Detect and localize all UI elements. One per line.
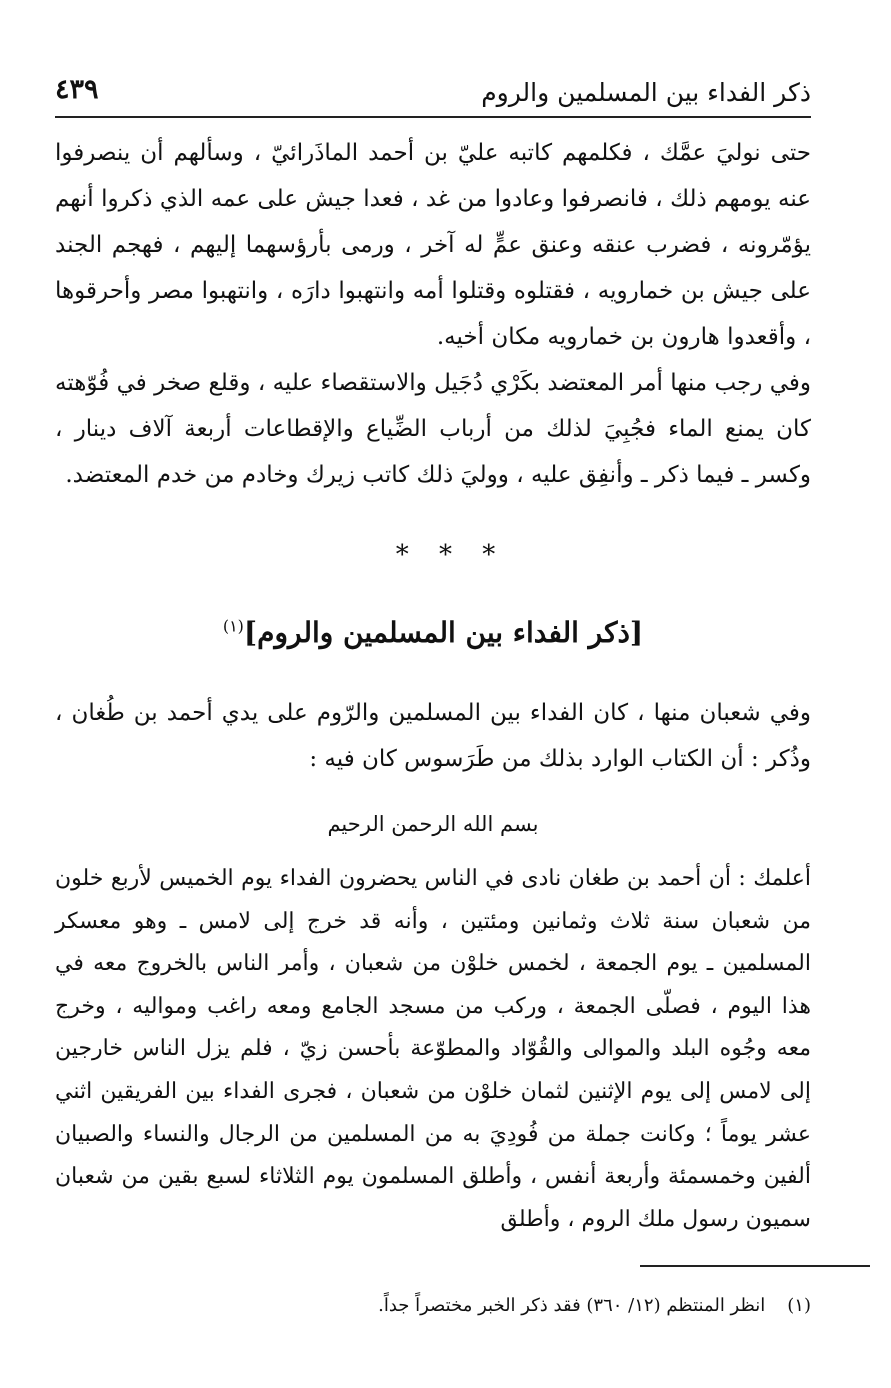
footnote-rule	[640, 1265, 870, 1267]
basmala: بسم الله الرحمن الرحيم	[327, 812, 539, 836]
paragraph-3: وفي شعبان منها ، كان الفداء بين المسلمين والرّوم على يدي أحمد بن طُغان ، وذُكر : أن الكتاب الوارد بذلك من طَرَسوس كان فيه :	[55, 700, 811, 772]
page-number: ٤٣٩	[55, 74, 99, 105]
footnote-reference: (١)	[222, 616, 244, 636]
section-separator: * * *	[395, 540, 496, 570]
paragraph-2: وفي رجب منها أمر المعتضد بكَرْي دُجَيل والاستقصاء عليه ، وقلع صخر في فُوّهته كان يمنع الماء فجُبِيَ لذلك من أرباب الضِّياع والإقطاعات أربعة آلاف دينار ، وكسر ـ فيما ذكر ـ وأنفِق عليه ، ووليَ ذلك كاتب زيرك وخادم من خدم المعتضد.	[55, 370, 811, 488]
section-heading-text: [ذكر الفداء بين المسلمين والروم]	[243, 616, 644, 649]
paragraph-1: حتى نوليَ عمَّك ، فكلمهم كاتبه عليّ بن أحمد الماذَرائيّ ، وسألهم أن ينصرفوا عنه يومهم ذلك ، فانصرفوا وعادوا من غد ، فعدا جيش على عمه الذي ذكروا أنهم يؤمّرونه ، فضرب عنقه وعنق عمٍّ له آخر ، ورمى بأرؤسهما إليهم ، فهجم الجند على جيش بن خمارويه ، فقتلوه وقتلوا أمه وانتهبوا دارَه ، وانتهبوا مصر وأحرقوها ، وأقعدوا هارون بن خمارويه مكان أخيه.	[55, 140, 812, 350]
running-title: ذكر الفداء بين المسلمين والروم	[481, 78, 811, 107]
running-header	[55, 72, 811, 112]
section-heading	[55, 616, 811, 649]
footnote	[55, 1295, 811, 1316]
header-rule	[55, 116, 811, 118]
footnote-text: انظر المنتظم (١٢/ ٣٦٠) فقد ذكر الخبر مختصراً جداً.	[378, 1295, 766, 1316]
paragraph-4: أعلمك : أن أحمد بن طغان نادى في الناس يحضرون الفداء يوم الخميس لأربع خلون من شعبان سنة ثلاث وثمانين ومئتين ، وأنه قد خرج إلى لامس ـ وهو معسكر المسلمين ـ يوم الجمعة ، لخمس خلوْن من شعبان ، وأمر الناس بالخروج معه في هذا اليوم ، فصلّى الجمعة ، وركب من مسجد الجامع ومعه راغب ومواليه ، وخرج معه وجُوه البلد والموالى والقُوّاد والمطوّعة بأحسن زيّ ، فلم يزل الناس خارجين إلى لامس إلى يوم الإثنين لثمان خلوْن من شعبان ، فجرى الفداء بين الفريقين اثني عشر يوماً ؛ وكانت جملة من فُودِيَ به من المسلمين من الرجال والنساء والصبيان ألفين وخمسمئة وأربعة أنفس ، وأطلق المسلمون يوم الثلاثاء لسبع بقين من شعبان سميون رسول ملك الروم ، وأطلق	[55, 866, 811, 1232]
footnote-number: (١)	[787, 1295, 811, 1316]
